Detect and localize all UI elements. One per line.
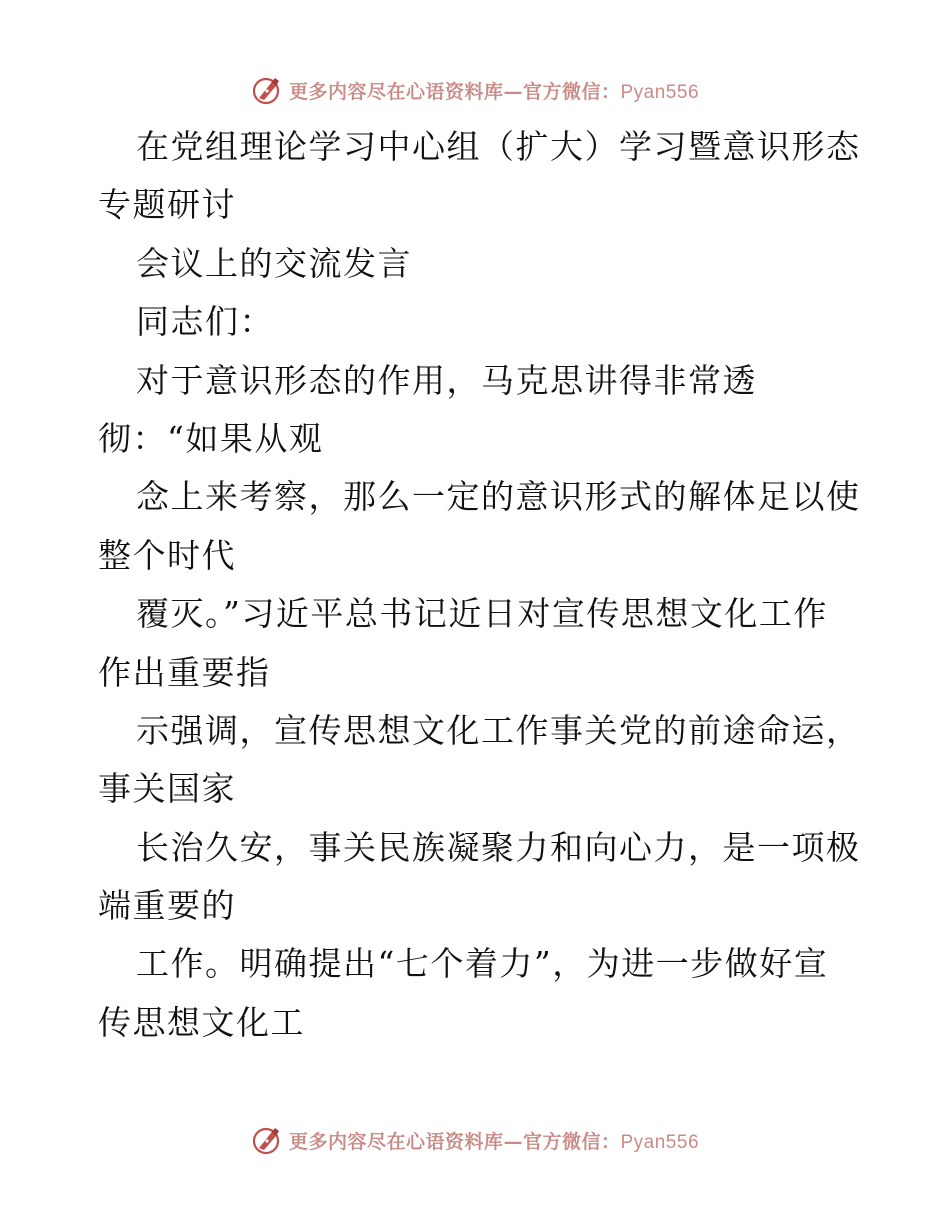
text-line: 念上来考察，那么一定的意识形式的解体足以使: [136, 477, 861, 517]
text-line: 长治久安，事关民族凝聚力和向心力，是一项极: [136, 827, 861, 867]
text-line: 作出重要指: [98, 652, 271, 692]
text-line: 传思想文化工: [98, 1002, 305, 1042]
watermark-text: [289, 1127, 699, 1154]
watermark-label: 更多内容尽在心语资料库—官方微信：: [288, 1130, 621, 1153]
text-line: 覆灭。”习近平总书记近日对宣传思想文化工作: [136, 594, 828, 634]
text-line: 示强调，宣传思想文化工作事关党的前途命运，: [136, 710, 861, 750]
pen-nib-logo-icon: [251, 1124, 283, 1156]
text-line: 整个时代: [98, 535, 236, 575]
text-line: 彻：“如果从观: [98, 418, 324, 458]
watermark-account: Pyan556: [620, 81, 700, 103]
text-line: 会议上的交流发言: [136, 243, 412, 283]
text-line: 端重要的: [98, 886, 236, 926]
text-line: 工作。明确提出“七个着力”，为进一步做好宣: [136, 944, 829, 984]
text-line: 事关国家: [98, 769, 236, 809]
footer-watermark: [0, 1120, 950, 1160]
pen-nib-logo-icon: [251, 74, 283, 106]
text-line: 专题研讨: [98, 185, 236, 225]
text-line: 对于意识形态的作用，马克思讲得非常透: [136, 360, 757, 400]
text-line: 在党组理论学习中心组（扩大）学习暨意识形态: [136, 127, 861, 166]
watermark-account: Pyan556: [620, 1131, 700, 1153]
text-line: 同志们：: [136, 302, 274, 342]
header-watermark: [0, 70, 950, 110]
document-body: [98, 118, 861, 1052]
watermark-text: [289, 77, 699, 104]
watermark-label: 更多内容尽在心语资料库—官方微信：: [288, 80, 621, 103]
